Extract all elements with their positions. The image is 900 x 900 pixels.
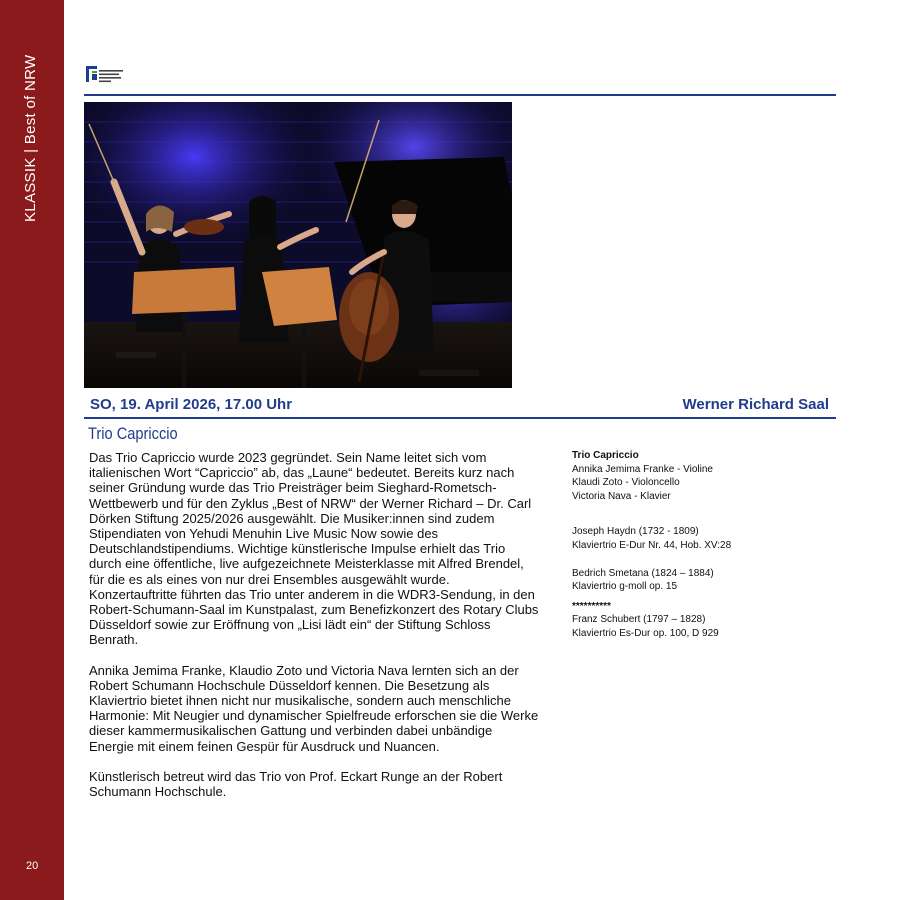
header-rule bbox=[84, 94, 836, 96]
sidebar-band bbox=[0, 0, 64, 900]
event-venue: Werner Richard Saal bbox=[682, 396, 829, 413]
composer: Franz Schubert (1797 – 1828) bbox=[572, 614, 706, 626]
performer: Klaudi Zoto - Violoncello bbox=[572, 477, 680, 489]
program-list bbox=[572, 449, 832, 641]
work-block bbox=[572, 600, 832, 641]
composer: Joseph Haydn (1732 - 1809) bbox=[572, 526, 699, 538]
work-block bbox=[572, 567, 832, 594]
composer: Bedrich Smetana (1824 – 1884) bbox=[572, 567, 714, 579]
concert-photo bbox=[84, 102, 512, 388]
performer-block bbox=[572, 449, 832, 503]
event-date-time: SO, 19. April 2026, 17.00 Uhr bbox=[90, 396, 293, 413]
performer: Victoria Nava - Klavier bbox=[572, 490, 671, 502]
piece: Klaviertrio g-moll op. 15 bbox=[572, 581, 678, 593]
foundation-logo-icon bbox=[86, 66, 126, 84]
performer: Annika Jemima Franke - Violine bbox=[572, 463, 713, 475]
body-paragraph: Künstlerisch betreut wird das Trio von Prof. Eckart Runge an der Robert Schumann Hochschule. bbox=[89, 768, 503, 800]
body-paragraph: Annika Jemima Franke, Klaudio Zoto und Victoria Nava lernten sich an der Robert Schumann Hochschule Düsseldorf kennen. Die Besetzung als Klaviertrio bietet ihnen nicht nur musikalische, sondern auch menschliche Harmonie: Mit Neugier und dynamischer Spielfreude erforschen sie die Werke dieser kammermusikalischen Gattung und verbinden dabei unbändige Energie mit einem feinen Gespür für Ausdruck und Nuancen. bbox=[89, 662, 539, 754]
body-text bbox=[89, 450, 539, 799]
intermission-separator: ********** bbox=[572, 600, 611, 612]
piece: Klaviertrio Es-Dur op. 100, D 929 bbox=[572, 627, 719, 639]
section-title: KLASSIK | Best of NRW bbox=[22, 54, 39, 222]
event-rule bbox=[84, 417, 836, 419]
page-number: 20 bbox=[26, 860, 39, 872]
work-block bbox=[572, 525, 832, 552]
body-paragraph: Das Trio Capriccio wurde 2023 gegründet. Sein Name leitet sich vom italienischen Wort “Capriccio” ab, das „Laune“ bedeutet. Bereits kurz nach seiner Gründung wurde das Trio Preisträger beim Sieghard-Rometsch-Wettbewerb und für den Zyklus „Best of NRW“ der Werner Richard – Dr. Carl Dörken Stiftung 2025/2026 ausgewählt. Die Musiker:innen sind zudem Stipendiaten von Yehudi Menuhin Live Music Now sowie des Deutschlandstipendiums. Wichtige künstlerische Impulse erhielt das Trio durch eine öffentliche, live aufgezeichnete Meisterklasse mit Alfred Brendel, für die es als eines von nur drei Ensembles ausgewählt wurde. Konzertauftritte führten das Trio unter anderem in die WDR3-Sendung, in den Robert-Schumann-Saal im Kunstpalast, zum Benefizkonzert des Rotary Clubs Düsseldorf sowie zur Eröffnung von „Lisi lädt ein“ der Stiftung Schloss Benrath. bbox=[89, 450, 539, 648]
ensemble-name: Trio Capriccio bbox=[572, 450, 639, 461]
piece: Klaviertrio E-Dur Nr. 44, Hob. XV:28 bbox=[572, 539, 732, 551]
event-title: Trio Capriccio bbox=[88, 424, 178, 443]
